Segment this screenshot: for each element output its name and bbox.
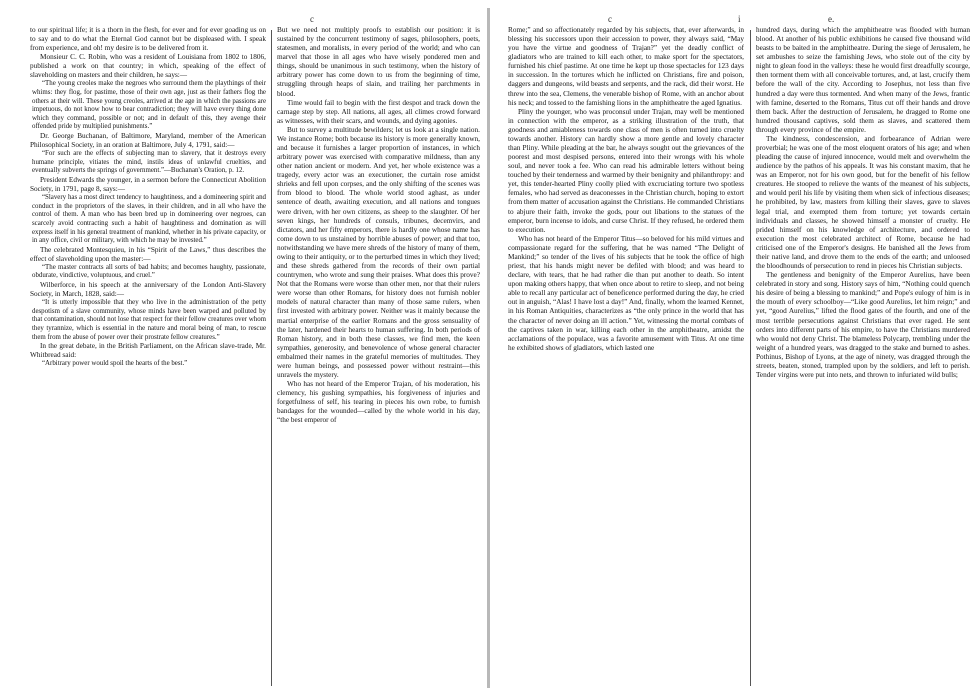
text-column-1 bbox=[30, 26, 266, 688]
paragraph: “It is utterly impossible that they who live in the administration of the petty despotism of a slave community, whose minds have been warped and polluted by that contamination, should not lose that respect for their fellow creatures over whom they tyrannize, which is essential in the nature and moral being of man, to rescue them from the abuse of power over their prostrate fellow creatures.” bbox=[32, 299, 266, 341]
right-running-head-marker: i bbox=[738, 14, 741, 24]
column-rule-left-page bbox=[271, 30, 272, 686]
paragraph: In the great debate, in the British Parliament, on the African slave-trade, Mr. Whitbread said: bbox=[30, 342, 266, 360]
column-rule-right-page bbox=[750, 30, 751, 686]
right-running-head-letter: e. bbox=[828, 14, 835, 24]
text-column-2 bbox=[277, 26, 480, 688]
paragraph: The gentleness and benignity of the Emperor Aurelius, have been celebrated in story and song. History says of him, “Nothing could quench his desire of being a blessing to mankind;” and Pope's eulogy of him is in the mouth of every schoolboy—“Like good Aurelius, let him reign;” and yet, “good Aurelius,” lifted the flood gates of the fourth, and one of the most terrible persecutions against Christians that ever raged. He sent orders into different parts of his empire, to have the Christians murdered who would not deny Christ. The blameless Polycarp, trembling under the weight of a hundred years, was dragged to the stake and burned to ashes. Pothinus, Bishop of Lyons, at the age of ninety, was dragged through the streets, beaten, stoned, trampled upon by the soldiers, and left to perish. Tender virgins were put into nets, and thrown to infuriated wild bulls; bbox=[756, 271, 970, 379]
paragraph: Wilberforce, in his speech at the anniversary of the London Anti-Slavery Society, in March, 1828, said:— bbox=[30, 281, 266, 299]
text-column-3 bbox=[508, 26, 744, 688]
paragraph: But we need not multiply proofs to establish our position: it is sustained by the concurrent testimony of sages, philosophers, poets, statesmen, and moralists, in every period of the world; and who can marvel that those in all ages who have wisely pondered men and things, should be unanimous in such testimony, when the history of arbitrary power has come down to us from the beginning of time, struggling through heaps of slain, and trailing her parchments in blood. bbox=[277, 26, 480, 98]
paragraph: hundred days, during which the amphitheatre was flooded with human blood. At another of his public exhibitions he caused five thousand wild beasts to be baited in the amphitheatre. During the siege of Jerusalem, he set ambushes to seize the famishing Jews, who stole out of the city by night to glean food in the valleys: these he would first dreadfully scourge, then torment them with all conceivable tortures, and, at last, crucify them before the wall of the city. According to Josephus, not less than five hundred a day were thus tormented. And when many of the Jews, frantic with famine, deserted to the Romans, Titus cut off their hands and drove them back. After the destruction of Jerusalem, he dragged to Rome one hundred thousand captives, sold them as slaves, and scattered them through every province of the empire. bbox=[756, 26, 970, 134]
paragraph: The celebrated Montesquieu, in his “Spirit of the Laws,” thus describes the effect of slaveholding upon the master:— bbox=[30, 245, 266, 263]
paragraph: Monsieur C. C. Robin, who was a resident of Louisiana from 1802 to 1806, published a work on that country; in which, speaking of the effect of slaveholding on masters and their children, he says:— bbox=[30, 53, 266, 80]
page-gutter bbox=[487, 8, 490, 688]
paragraph: But to survey a multitude bewilders; let us look at a single nation. We instance Rome; both because its history is more generally known, and because it furnishes a larger proportion of instances, in which arbitrary power was exercised with comparative mildness, than any other nation ancient or modern. And yet, her whole existence was a tragedy, every actor was an executioner, the curtain rose amidst shrieks and fell upon corpses, and the only shifting of the scenes was from blood to blood. The whole world stood aghast, as under sentence of death, awaiting execution, and all nations and tongues were driven, with her own citizens, as sheep to the slaughter. Of her seven kings, her hundreds of consuls, tribunes, decemvirs, and dictators, and her fifty emperors, there is hardly one whose name has come down to us unstained by horrible abuses of power; and that too, notwithstanding we have mere shreds of the history of many of them, owing to their antiquity, or to the perturbed times in which they lived; and these shreds gathered from the records of their own partial countrymen, who wrote and sung their praises. What does this prove? Not that the Romans were worse than other men, nor that their rulers were worse than other Romans, for history does not furnish nobler models of natural character than many of those same rulers, when first invested with arbitrary power. Neither was it mainly because the martial enterprise of the earlier Romans and the gross sensuality of the later, hardened their hearts to human suffering. In both periods of Roman history, and in both these classes, we find men, the keen sympathies, generosity, and benevolence of whose general character embalmed their names in the grateful memories of multitudes. They were human beings, and possessed power without restraint—this unravels the mystery. bbox=[277, 125, 480, 379]
paragraph: “The master contracts all sorts of bad habits; and becomes haughty, passionate, obdurate, vindictive, voluptuous, and cruel.” bbox=[32, 263, 266, 280]
center-running-head-marker: c bbox=[608, 14, 612, 24]
text-column-4 bbox=[756, 26, 970, 688]
paragraph: President Edwards the younger, in a sermon before the Connecticut Abolition Society, in 1791, page 8, says:— bbox=[30, 175, 266, 194]
paragraph: Who has not heard of the Emperor Titus—so beloved for his mild virtues and compassionate regard for the suffering, that he was named “The Delight of Mankind;” so tender of the lives of his subjects that he took the office of high priest, that his hands might never be defiled with blood; and was heard to declare, with tears, that he had rather die than put another to death. So intent upon making others happy, that when once about to retire to sleep, and not being able to recall any particular act of beneficence performed during the day, he cried out in anguish, “Alas! I have lost a day!” And, finally, whom the learned Kennet, in his Roman Antiquities, characterizes as “the only prince in the world that has the character of never doing an ill action.” Yet, witnessing the mortal combats of the captives taken in war, killing each other in the amphitheatre, amidst the acclamations of the populace, was a favorite amusement with Titus. At one time he exhibited shows of gladiators, which lasted one bbox=[508, 234, 744, 352]
paragraph: “The young creoles make the negroes who surround them the playthings of their whims: they flog, for pastime, those of their own age, just as their fathers flog the others at their will. These young creoles, arrived at the age in which the passions are impetuous, do not know how to bear contradiction; they will have every thing done which they command, possible or not; and in default of this, they avenge their offended pride by multiplied punishments.” bbox=[32, 80, 266, 131]
paragraph: Pliny the younger, who was proconsul under Trajan, may well be mentioned in connection with the emperor, as a striking illustration of the truth, that goodness and amiableness towards one class of men is often turned into cruelty towards another. History can hardly show a more gentle and lovely character than Pliny. While pleading at the bar, he always sought out the grievances of the poorest and most despised persons, entered into their wrongs with his whole soul, and never took a fee. Who can read his admirable letters without being touched by their tenderness and warmed by their benignity and philanthropy: and yet, this tender-hearted Pliny coolly plied with excruciating torture two spotless females, who had served as deaconesses in the Christian church, hoping to extort from them matter of accusation against the Christians. He commanded Christians to abjure their faith, invoke the gods, pour out libations to the statues of the emperor, burn incense to idols, and curse Christ. If they refused, he ordered them to execution. bbox=[508, 107, 744, 234]
paragraph: to our spiritual life; it is a thorn in the flesh, for ever and for ever goading us on to say and to do what the Eternal God cannot but be displeased with. I speak from experience, and oh! my desire is to be delivered from it. bbox=[30, 26, 266, 53]
paragraph: “For such are the effects of subjecting man to slavery, that it destroys every humane principle, vitiates the mind, instils ideas of unlawful cruelties, and eventually subverts the springs of government.”—Buchanan's Oration, p. 12. bbox=[32, 150, 266, 175]
paragraph: “Slavery has a most direct tendency to haughtiness, and a domineering spirit and conduct in the proprietors of the slaves, in their children, and in all who have the control of them. A man who has been bred up in domineering over negroes, can scarcely avoid contracting such a habit of haughtiness and domination as will express itself in his general treatment of mankind, whether in his private capacity, or in any office, civil or military, with which he may be invested.” bbox=[32, 194, 266, 245]
paragraph: The kindness, condescension, and forbearance of Adrian were proverbial; he was one of the most eloquent orators of his age; and when pleading the cause of injured innocence, would melt and overwhelm the audience by the pathos of his appeals. It was his constant maxim, that he was an Emperor, not for his own good, but for the benefit of his fellow creatures. He stooped to relieve the wants of the meanest of his subjects, and would peril his life by visiting them when sick of infectious diseases; he prohibited, by law, masters from killing their slaves, gave to slaves legal trial, and exempted them from torture; yet towards certain individuals and classes, he showed himself a monster of cruelty. He prided himself on his knowledge of architecture, and ordered to execution the most celebrated architect of Rome, because he had criticised one of the Emperor's designs. He banished all the Jews from their native land, and drove them to the ends of the earth; and unloosed the bloodhounds of persecution to rend in pieces his Christian subjects. bbox=[756, 134, 970, 271]
paragraph: Time would fail to begin with the first despot and track down the carnage step by step. All nations, all ages, all climes crowd forward as witnesses, with their scars, and wounds, and dying agonies. bbox=[277, 98, 480, 125]
paragraph: Dr. George Buchanan, of Baltimore, Maryland, member of the American Philosophical Society, in an oration at Baltimore, July 4, 1791, said:— bbox=[30, 132, 266, 150]
left-running-head-marker: c bbox=[310, 14, 314, 24]
paragraph: “Arbitrary power would spoil the hearts of the best.” bbox=[42, 360, 188, 368]
paragraph: Who has not heard of the Emperor Trajan, of his moderation, his clemency, his gushing sympathies, his forgiveness of injuries and forgetfulness of self, his tearing in pieces his own robe, to furnish bandages for the wounded—called by the whole world in his day, “the best emperor of bbox=[277, 380, 480, 425]
paragraph: Rome;” and so affectionately regarded by his subjects, that, ever afterwards, in blessing his successors upon their accession to power, they always said, “May you have the virtue and goodness of Trajan?” yet the deadly conflict of gladiators who are trained to kill each other, to make sport for the spectators, furnished his chief pastime. At one time he kept up those spectacles for 123 days in succession. In the tortures which he inflicted on Christians, fire and poison, daggers and dungeons, wild beasts and serpents, and the rack, did their worst. He threw into the sea, Clemens, the venerable bishop of Rome, with an anchor about his neck; and tossed to the famishing lions in the amphitheatre the aged Ignatius. bbox=[508, 26, 744, 107]
